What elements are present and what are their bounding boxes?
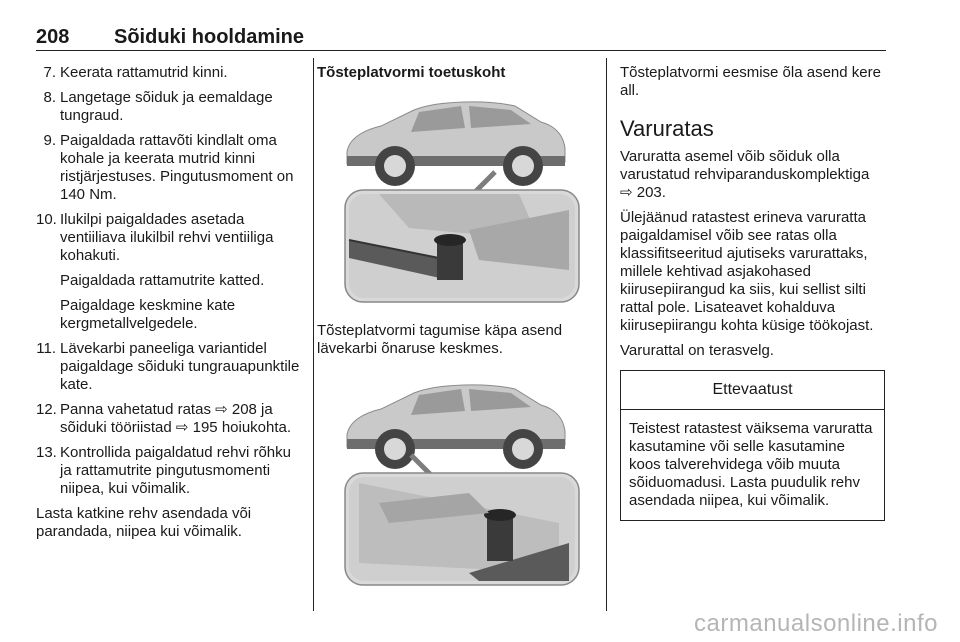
list-item xyxy=(36,340,301,394)
list-item xyxy=(36,444,301,498)
list-item xyxy=(36,132,301,204)
section-heading-spare-wheel: Varuratas xyxy=(620,116,714,141)
column-divider-2 xyxy=(606,58,607,611)
paragraph: Varurattal on terasvelg. xyxy=(620,342,774,359)
step-text: Lävekarbi paneeliga variantidel paigaldage sõiduki tungrauapunktile kate. xyxy=(60,340,300,393)
caution-box xyxy=(620,370,885,521)
step-number: 9. xyxy=(43,132,56,149)
caution-text: Teistest ratastest väiksema varuratta kasutamine või selle kasutamine koos talverehvidega võib muuta sõiduomadusi. Lasta puudulik rehv asendada niipea, kui võimalik. xyxy=(629,420,873,509)
list-item xyxy=(36,401,301,437)
section-heading: Tõsteplatvormi toetuskoht xyxy=(317,64,506,81)
step-text: Keerata rattamutrid kinni. xyxy=(60,64,228,81)
step-text: Paigaldada rattavõti kindlalt oma kohale ja keerata mutrid kinni ristjärjestuses. Pingutusmoment on 140 Nm. xyxy=(60,132,294,203)
figure-caption: Tõsteplatvormi eesmise õla asend kere all. xyxy=(620,64,881,99)
column-3 xyxy=(620,64,886,521)
paragraph: Varuratta asemel võib sõiduk olla varustatud rehviparanduskomplektiga ⇨ 203. xyxy=(620,148,870,201)
page-number: 208 xyxy=(36,26,70,48)
figure-caption: Tõsteplatvormi tagumise käpa asend lävekarbi õnaruse keskmes. xyxy=(317,322,563,357)
step-sub-text: Paigaldada rattamutrite katted. xyxy=(60,272,265,289)
list-item xyxy=(36,211,301,333)
page-title: Sõiduki hooldamine xyxy=(114,26,305,48)
step-number: 11. xyxy=(36,340,56,357)
column-divider-1 xyxy=(313,58,314,611)
car-lift-figure-rear xyxy=(319,90,591,312)
step-text: Kontrollida paigaldatud rehvi rõhku ja rattamutrite pingutusmomenti niipea, kui võimalik. xyxy=(60,444,291,497)
car-lift-figure-front xyxy=(319,373,591,595)
step-number: 8. xyxy=(43,89,56,106)
page-header xyxy=(36,26,886,50)
watermark: carmanualsonline.info xyxy=(694,610,938,637)
step-sub-text: Paigaldage keskmine kate kergmetallvelgedele. xyxy=(60,297,236,332)
step-number: 13. xyxy=(36,444,57,461)
steps-list xyxy=(36,64,301,498)
step-number: 12. xyxy=(36,401,57,418)
step-number: 10. xyxy=(36,211,57,228)
column-2 xyxy=(317,64,593,605)
step-text: Langetage sõiduk ja eemaldage tungraud. xyxy=(60,89,273,124)
closing-paragraph: Lasta katkine rehv asendada või parandada, niipea kui võimalik. xyxy=(36,505,252,540)
list-item xyxy=(36,64,301,82)
column-1 xyxy=(36,64,301,548)
step-text: Ilukilpi paigaldades asetada ventiiliava ilukilbil rehvi ventiiliga kohakuti. xyxy=(60,211,274,264)
step-number: 7. xyxy=(43,64,56,81)
caution-title: Ettevaatust xyxy=(621,371,884,410)
header-rule xyxy=(36,50,886,51)
paragraph: Ülejäänud ratastest erineva varuratta paigaldamisel võib see ratas olla klassifitseeritud ajutiseks varurattaks, millele kehtivad asjakohased kiirusepiirangud ka siis, kui sellist silti rattal pole. Lisateavet kohalduva kiirusepiirangu kohta küsige töökojast. xyxy=(620,209,874,334)
step-text: Panna vahetatud ratas ⇨ 208 ja sõiduki tööriistad ⇨ 195 hoiukohta. xyxy=(60,401,292,436)
list-item xyxy=(36,89,301,125)
